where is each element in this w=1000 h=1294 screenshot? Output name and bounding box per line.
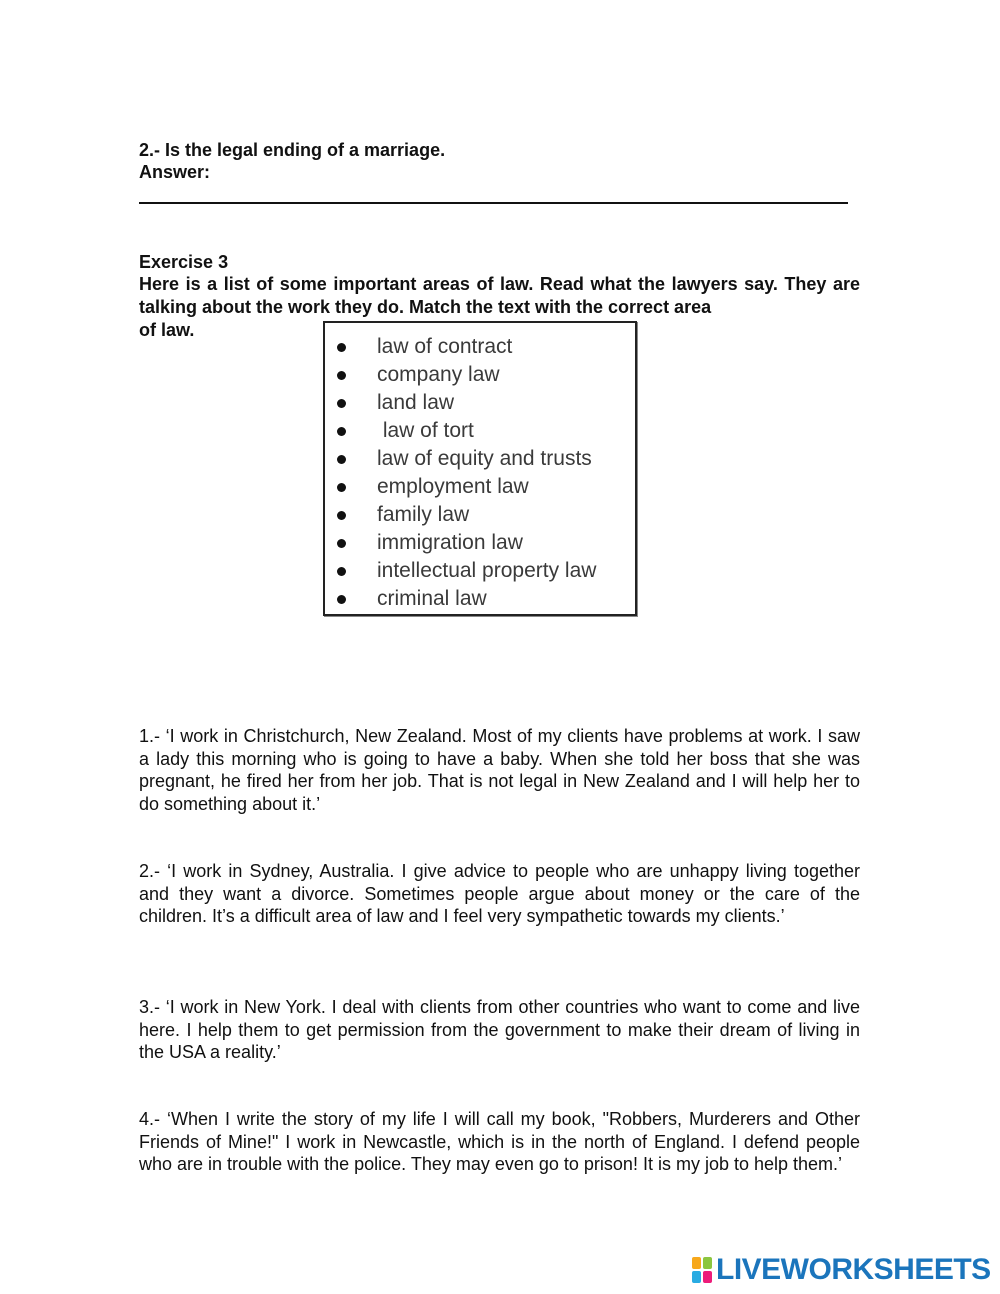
bullet-icon (337, 343, 346, 352)
bullet-icon (337, 371, 346, 380)
law-area-label: land law (377, 391, 455, 414)
question-2-title: 2.- Is the legal ending of a marriage. (139, 140, 446, 160)
lawyer-statement-2: 2.- ‘I work in Sydney, Australia. I give advice to people who are unhappy living together and they want a divorce. Sometimes people argue about money or the care of the children. It’s a difficult area of law and I feel very sympathetic towards my clients.’ (139, 861, 860, 926)
law-areas-list (325, 333, 635, 613)
exercise-3-title: Exercise 3 (139, 252, 229, 272)
bullet-icon (337, 539, 346, 548)
logo-mark-icon (692, 1257, 714, 1283)
law-area-label: criminal law (377, 587, 487, 610)
logo-text: LIVEWORKSHEETS (716, 1253, 991, 1286)
lawyer-statement-3: 3.- ‘I work in New York. I deal with clients from other countries who want to come and live here. I help them to get permission from the government to make their dream of living in the USA a reality.’ (139, 997, 860, 1062)
answer-label: Answer: (139, 162, 211, 182)
lawyer-statement-4: 4.- ‘When I write the story of my life I will call my book, "Robbers, Murderers and Other Friends of Mine!" I work in Newcastle, which is in the north of England. I defend people who are in trouble with the police. They may even go to prison! It is my job to help them.’ (139, 1109, 860, 1174)
bullet-icon (337, 483, 346, 492)
law-area-label: law of equity and trusts (377, 447, 592, 470)
law-area-label: intellectual property law (377, 559, 597, 582)
answer-line[interactable] (139, 202, 848, 204)
list-item (325, 445, 635, 473)
law-area-label: employment law (377, 475, 529, 498)
bullet-icon (337, 567, 346, 576)
law-area-label: immigration law (377, 531, 523, 554)
list-item (325, 473, 635, 501)
list-item (325, 333, 635, 361)
list-item (325, 501, 635, 529)
law-area-label: company law (377, 363, 500, 386)
list-item (325, 585, 635, 613)
bullet-icon (337, 455, 346, 464)
liveworksheets-logo (692, 1254, 991, 1286)
list-item (325, 389, 635, 417)
list-item (325, 557, 635, 585)
law-area-label: law of contract (377, 335, 513, 358)
instructions-tail: of law. (139, 320, 195, 340)
law-area-label: law of tort (377, 419, 474, 442)
list-item (325, 417, 635, 445)
lawyer-statement-1: 1.- ‘I work in Christchurch, New Zealand. Most of my clients have problems at work. I saw a lady this morning who is going to have a baby. When she told her boss that she was pregnant, he fired her from her job. That is not legal in New Zealand and I will help her to do something about it.’ (139, 726, 860, 814)
law-area-label: family law (377, 503, 470, 526)
bullet-icon (337, 595, 346, 604)
instructions-text: Here is a list of some important areas of law. Read what the lawyers say. They are talking about the work they do. Match the text with the correct area (139, 274, 860, 317)
bullet-icon (337, 399, 346, 408)
list-item (325, 529, 635, 557)
law-areas-box (323, 321, 637, 616)
list-item (325, 361, 635, 389)
bullet-icon (337, 427, 346, 436)
bullet-icon (337, 511, 346, 520)
